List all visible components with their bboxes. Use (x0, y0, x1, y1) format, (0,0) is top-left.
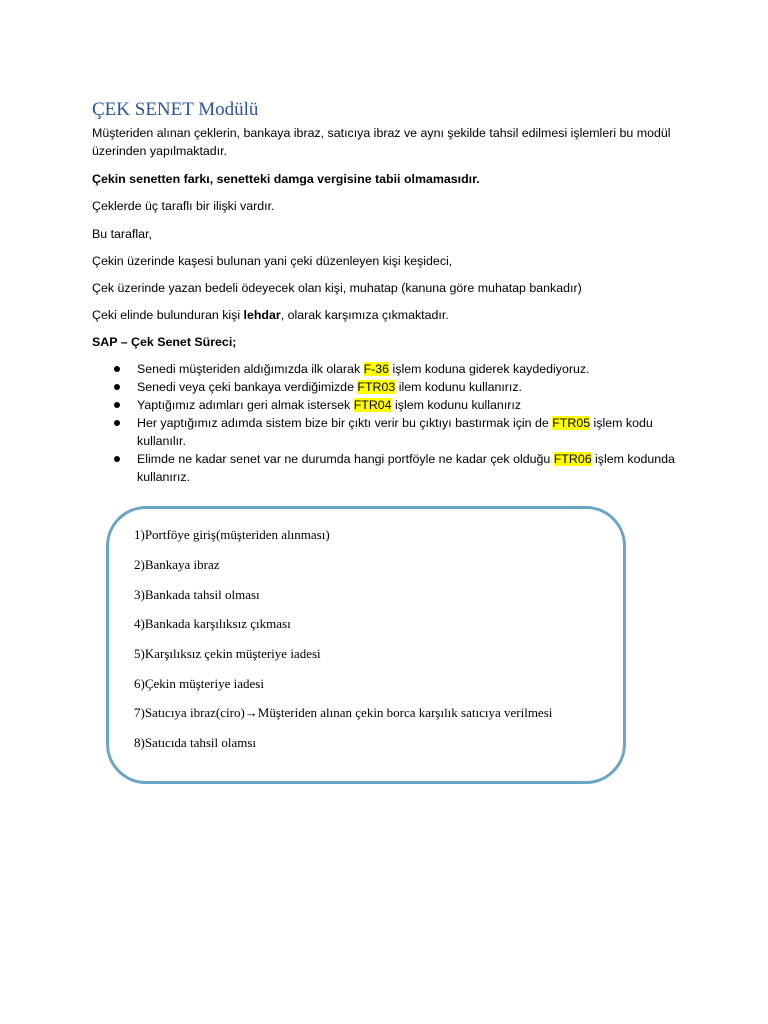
holder-paragraph (92, 306, 682, 324)
transaction-code: FTR05 (552, 416, 591, 430)
holder-term: lehdar (243, 308, 281, 322)
parties-paragraph: Çeklerde üç taraflı bir ilişki vardır. (92, 199, 275, 213)
list-item (92, 360, 682, 378)
these-parties-paragraph: Bu taraflar, (92, 227, 152, 241)
list-item (92, 450, 682, 486)
sap-heading: SAP – Çek Senet Süreci; (92, 335, 237, 349)
bullet-text: işlem kodunu kullanırız (391, 398, 522, 412)
bullet-icon (114, 420, 120, 426)
holder-text-before: Çeki elinde bulunduran kişi (92, 308, 244, 322)
bullet-text: Senedi veya çeki bankaya verdiğimizde (137, 380, 358, 394)
bullet-text: ilem kodunu kullanırız. (395, 380, 523, 394)
bullet-icon (114, 384, 120, 390)
drawer-paragraph: Çekin üzerinde kaşesi bulunan yani çeki düzenleyen kişi keşideci, (92, 254, 453, 268)
transaction-code: F-36 (363, 362, 390, 376)
sap-steps-list (92, 360, 682, 486)
bullet-icon (114, 402, 120, 408)
list-item (92, 414, 682, 450)
bullet-text: Elimde ne kadar senet var ne durumda hangi portföyle ne kadar çek olduğu (137, 452, 554, 466)
process-step-7: 7)Satıcıya ibraz(ciro)→Müşteriden alınan çekin borca karşılık satıcıya verilmesi (134, 705, 553, 720)
drawee-paragraph: Çek üzerinde yazan bedeli ödeyecek olan kişi, muhatap (kanuna göre muhatap bankadır) (92, 281, 582, 295)
process-step-8: 8)Satıcıda tahsil olamsı (134, 735, 257, 750)
list-item (92, 396, 682, 414)
page-title: ÇEK SENET Modülü (92, 99, 259, 120)
list-item (92, 378, 682, 396)
bold-statement: Çekin senetten farkı, senetteki damga vergisine tabii olmamasıdır. (92, 172, 480, 186)
process-step-6: 6)Çekin müşteriye iadesi (134, 676, 264, 691)
bullet-text: Her yaptığımız adımda sistem bize bir çıktı verir bu çıktıyı bastırmak için de (137, 416, 553, 430)
transaction-code: FTR06 (553, 452, 592, 466)
intro-paragraph: Müşteriden alınan çeklerin, bankaya ibraz, satıcıya ibraz ve aynı şekilde tahsil edilmesi işlemleri bu modül üzerinden yapılmaktadır. (92, 126, 671, 158)
transaction-code: FTR03 (357, 380, 396, 394)
bullet-icon (114, 456, 120, 462)
bullet-icon (114, 366, 120, 372)
transaction-code: FTR04 (353, 398, 392, 412)
bullet-text: Yaptığımız adımları geri almak istersek (137, 398, 354, 412)
process-step-4: 4)Bankada karşılıksız çıkması (134, 616, 291, 631)
process-step-5: 5)Karşılıksız çekin müşteriye iadesi (134, 646, 321, 661)
process-step-1: 1)Portföye giriş(müşteriden alınması) (134, 527, 330, 542)
bullet-text: işlem kodu kullanılır. (137, 416, 653, 448)
process-step-2: 2)Bankaya ibraz (134, 557, 220, 572)
process-step-3: 3)Bankada tahsil olması (134, 587, 260, 602)
bullet-text: Senedi müşteriden aldığımızda ilk olarak (137, 362, 364, 376)
bullet-text: işlem koduna giderek kaydediyoruz. (389, 362, 590, 376)
process-steps-box (106, 506, 626, 784)
bullet-text: işlem kodunda kullanırız. (137, 452, 675, 484)
holder-text-after: , olarak karşımıza çıkmaktadır. (280, 308, 449, 322)
